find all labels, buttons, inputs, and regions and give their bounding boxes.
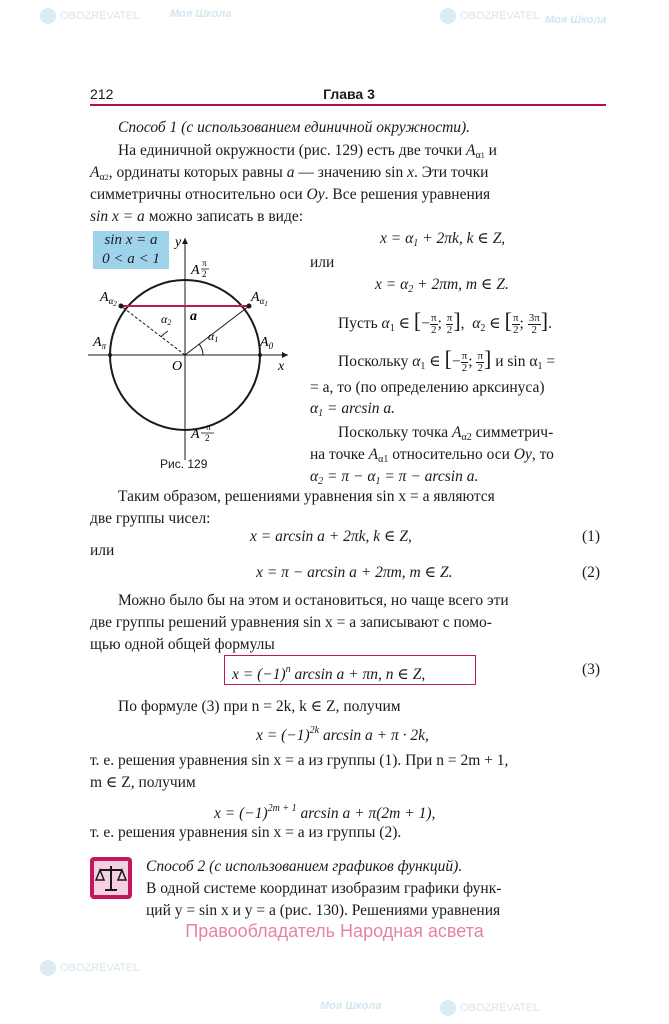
angle-label-alpha2: α2: [161, 312, 172, 327]
point-label-a-alpha1: $A_\alpha 1$: [251, 290, 268, 308]
point-label-a-minus-pi-half: A: [191, 427, 200, 442]
scales-icon: [90, 857, 132, 899]
angle-arc-1: [199, 344, 203, 355]
x-axis-label: x: [278, 359, 285, 374]
let-line: Пусть $\alpha_1$ ∈ [− $\frac{\pi}{2}$ ; $\frac{\pi}{2}$ ], $\alpha_2$ ∈ [ $\frac{\pi}{2}$ ; $\frac{3\pi}{2}$ ].: [338, 308, 552, 336]
figure-caption: Рис. 129: [160, 457, 208, 471]
paragraph-line: На единичной окружности (рис. 129) есть две точки $A_{\alpha 1}$ и: [118, 142, 497, 161]
point-api: [108, 353, 112, 357]
paragraph-line: симметричны относительно оси Oy. Все решения уравнения: [90, 186, 491, 203]
text-or-2: или: [90, 542, 115, 559]
method-1-heading: Способ 1 (с использованием единичной окружности).: [118, 119, 471, 136]
point-label-a-alpha2: $A_\alpha 2$: [100, 290, 117, 308]
point-a-alpha2: [119, 304, 124, 309]
page-number: 212: [90, 86, 114, 102]
general-formula: $x = (-1)^n$ arcsin a + πn, n ∈ Z,: [232, 664, 426, 683]
paragraph-line: $A_{\alpha 2}$, ординаты которых равны a — значению sin x. Эти точки: [90, 164, 489, 183]
condition-line: sin x = a: [104, 232, 158, 248]
angle-label-alpha1: α1: [208, 329, 219, 344]
minus-pi-half-numerator: −π: [201, 422, 211, 432]
chapter-title: Глава 3: [323, 86, 375, 102]
watermark: OBOZREVATEL: [40, 8, 140, 24]
watermark-logo-icon: [40, 8, 56, 24]
group-2-formula: x = π − arcsin a + 2πm, m ∈ Z.: [256, 564, 453, 581]
condition-line: 0 < a < 1: [102, 251, 160, 267]
angle-arc-2: [161, 331, 168, 337]
pi-half-numerator: π: [202, 258, 207, 268]
paragraph-line: sin x = a можно записать в виде:: [90, 208, 304, 225]
equation-number-3: (3): [582, 661, 601, 678]
a-value-label: a: [190, 309, 197, 324]
two-groups-line: две группы чисел:: [90, 510, 211, 527]
minus-pi-half-denominator: 2: [205, 433, 210, 443]
equation-number-1: (1): [582, 528, 601, 545]
paragraph-line: две группы решений уравнения sin x = a записывают с помо-: [90, 614, 492, 631]
paragraph-line: Можно было бы на этом и остановиться, но чаще всего эти: [118, 592, 509, 609]
page-header: [90, 86, 608, 104]
paragraph-line: щью одной общей формулы: [90, 636, 275, 653]
point-a0: [258, 353, 262, 357]
paragraph-line: В одной системе координат изобразим графики функ-: [146, 880, 502, 897]
y-axis-label: y: [175, 235, 182, 250]
watermark: Моя Школа: [170, 8, 232, 20]
watermark: Моя Школа: [545, 14, 607, 26]
point-label-a0: $A_0$: [260, 335, 274, 351]
thus-line: Таким образом, решениями уравнения sin x = a являются: [118, 488, 495, 505]
since-line: Поскольку $\alpha_1$ ∈ [− $\frac{\pi}{2}$ ; $\frac{\pi}{2}$ ] и $\sin \alpha_1$ =: [338, 346, 556, 374]
watermark: OBOZREVATEL: [440, 1000, 540, 1016]
watermark: OBOZREVATEL: [440, 8, 540, 24]
alpha2-line: $\alpha_2 = \pi - \alpha_1 = \pi - \arcsin a$.: [310, 468, 479, 487]
watermark: Моя Школа: [320, 1000, 382, 1012]
then-line: = a, то (по определению арксинуса): [310, 379, 545, 396]
point-label-a-pi: $A_\pi$: [93, 335, 107, 351]
method-2-heading: Способ 2 (с использованием графиков функций).: [146, 858, 463, 875]
watermark-logo-icon: [440, 1000, 456, 1016]
equation-number-2: (2): [582, 564, 601, 581]
arcsin-line: $\alpha_1 = \arcsin a$.: [310, 400, 396, 419]
paragraph-line: m ∈ Z, получим: [90, 774, 196, 791]
point-label-a-pi-half: A: [191, 263, 200, 278]
formula-2: $x = \alpha_2 + 2\pi m$, m ∈ Z.: [375, 276, 509, 295]
paragraph-line: т. е. решения уравнения sin x = a из группы (2).: [90, 824, 402, 841]
formula-1: $x = \alpha_1 + 2\pi k$, k ∈ Z,: [380, 230, 506, 249]
watermark-logo-icon: [440, 8, 456, 24]
pi-half-denominator: 2: [202, 269, 207, 279]
text-or: или: [310, 254, 335, 271]
unit-circle-figure: [88, 230, 308, 460]
symmetric-line: на точке $A_{\alpha 1}$ относительно оси Oy, то: [310, 446, 554, 465]
copyright-footer: Правообладатель Народная асвета: [185, 921, 484, 941]
since-point-line: Поскольку точка $A_{\alpha 2}$ симметрич-: [338, 424, 554, 443]
watermark: OBOZREVATEL: [40, 960, 140, 976]
paragraph-line: По формуле (3) при n = 2k, k ∈ Z, получим: [118, 698, 401, 715]
group-1-formula: x = arcsin a + 2πk, k ∈ Z,: [250, 528, 412, 545]
formula-odd: $x = (-1)^{2m + 1}$ arcsin a + π(2m + 1),: [214, 803, 436, 822]
paragraph-line: ций y = sin x и y = a (рис. 130). Решениями уравнения: [146, 902, 501, 919]
formula-even: $x = (-1)^{2k}$ arcsin a + π · 2k,: [256, 725, 429, 744]
origin-label: O: [172, 359, 183, 374]
header-divider: [90, 104, 606, 106]
radius-2: [121, 306, 185, 355]
watermark-logo-icon: [40, 960, 56, 976]
paragraph-line: т. е. решения уравнения sin x = a из группы (1). При n = 2m + 1,: [90, 752, 509, 769]
